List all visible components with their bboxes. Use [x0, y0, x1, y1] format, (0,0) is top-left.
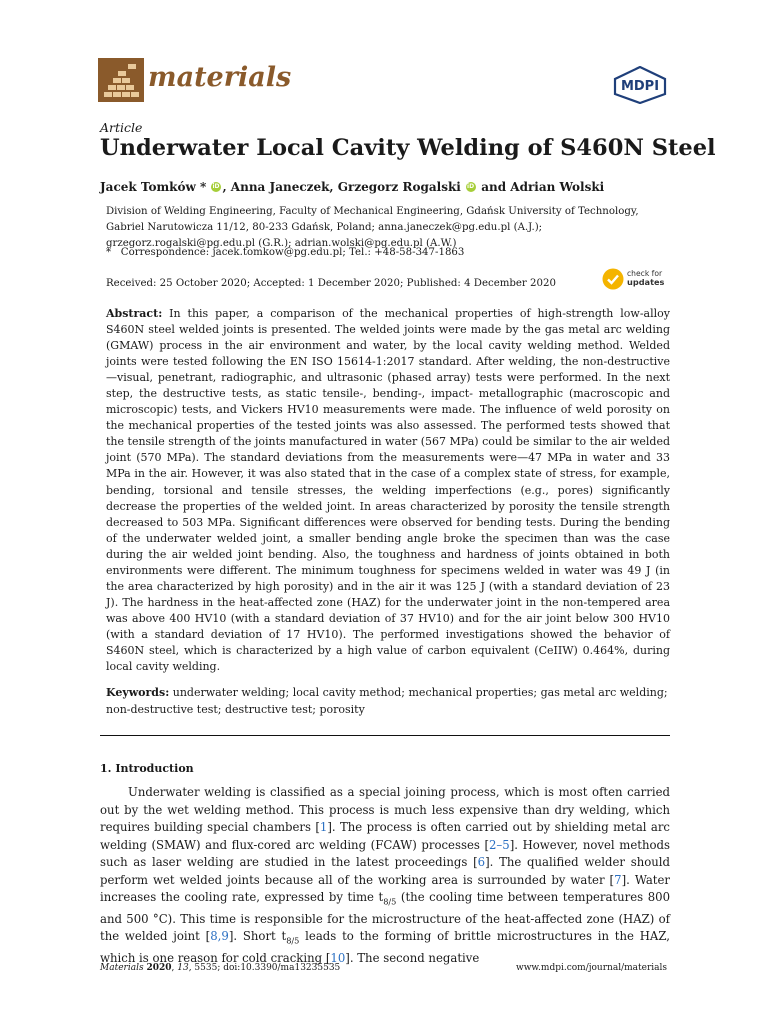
author-list: Jacek Tomków * iD , Anna Janeczek, Grzegorz Rogalski iD and Adrian Wolski — [100, 180, 604, 194]
orcid-icon[interactable] — [466, 182, 476, 192]
citation-link[interactable]: 6 — [477, 855, 486, 869]
publisher-name: MDPI — [620, 79, 660, 94]
keywords-label: Keywords: — [106, 686, 170, 699]
citation-link[interactable]: 2–5 — [489, 837, 510, 852]
citation-link[interactable]: 1 — [319, 820, 328, 834]
footer-url[interactable]: www.mdpi.com/journal/materials — [516, 963, 667, 973]
footer-citation: Materials 2020, 13, 5535; doi:10.3390/ma13235535 — [100, 963, 341, 973]
keywords — [106, 684, 670, 718]
abstract-text: In this paper, a comparison of the mechanical properties of high-strength low-alloy S460N steel welded joints is presented. The welded joints were made by the gas metal arc welding (GMAW) process in the air environment and water, by the local cavity welding method. Welded joints were tested following the EN ISO 15614-1:2017 standard. After welding, the non-destructive—visual, penetrant, radiographic, and ultrasonic (phased array) tests were performed. In the next step, the destructive tests, as static tensile-, bending-, impact- metallographic (macroscopic and microscopic) tests, and Vickers HV10 measurements were made. The influence of weld porosity on the mechanical properties of the tested joints was also assessed. The performed tests showed that the tensile strength of the joints manufactured in water (567 MPa) could be similar to the air welded joint (570 MPa). The standard deviations from the measurements were—47 MPa in water and 33 MPa in the air. However, it was also stated that in the case of a complex state of stress, for example, bending, torsional and tensile stresses, the welding imperfections (e.g., pores) significantly decrease the properties of the welded joint. In areas characterized by porosity the tensile strength decreased to 503 MPa. Significant differences were observed for bending tests. During the bending of the underwater welded joint, a smaller bending angle broke the specimen than was the case during the air welded joint bending. Also, the toughness and hardness of joints obtained in both environments were different. The minimum toughness for specimens welded in water was 49 J (in the area characterized by high porosity) and in the air it was 125 J (with a standard deviation of 23 J). The hardness in the heat-affected zone (HAZ) for the underwater joint in the non-tempered area was above 400 HV10 (with a standard deviation of 37 HV10) and for the air joint below 300 HV10 (with a standard deviation of 17 HV10). The performed investigations showed the behavior of S460N steel, which is characterized by a high value of carbon equivalent (CeIIW) 0.464%, during local cavity welding. — [106, 307, 670, 674]
publication-dates: Received: 25 October 2020; Accepted: 1 December 2020; Published: 4 December 2020 — [106, 278, 556, 289]
affiliation: Division of Welding Engineering, Faculty of Mechanical Engineering, Gdańsk University of Technology, Gabriel Narutowicza 11/12, 80-233 Gdańsk, Poland; anna.janeczek@pg.edu.pl (A.J.); grzegorz.rogalski@pg.edu.pl (G.R.); adrian.wolski@pg.edu.pl (A.W.) — [106, 206, 639, 249]
journal-logo-icon — [98, 58, 144, 102]
author-name[interactable]: Anna Janeczek — [230, 180, 330, 194]
keywords-text: underwater welding; local cavity method; mechanical properties; gas metal arc welding; non-destructive test; destructive test; porosity — [106, 686, 668, 716]
citation-link[interactable]: 8,9 — [210, 929, 229, 944]
intro-body — [100, 784, 670, 968]
section-heading: 1. Introduction — [100, 762, 194, 775]
mdpi-logo-icon — [612, 66, 668, 104]
correspondence: * Correspondence: jacek.tomkow@pg.edu.pl; Tel.: +48-58-347-1863 — [106, 247, 465, 258]
abstract-label: Abstract: — [106, 307, 163, 320]
author-name[interactable]: Grzegorz Rogalski — [337, 180, 461, 194]
citation-link[interactable]: 7 — [614, 872, 622, 887]
paragraph: Underwater welding is classified as a special joining process, which is most often carried out by the wet welding method. This process is much less expensive than dry welding, which requires building special chambers [1]. The process is often carried out by shielding metal arc welding (SMAW) and flux-cored arc welding (FCAW) processes [2–5]. However, novel methods such as laser welding are studied in the latest proceedings [6]. The qualified welder should perform wet welded joints because all of the working area is surrounded by water [7]. Water increases the cooling rate, expressed by time $t_{8/5}$ (the cooling time between temperatures 800 and 500 °C). This time is responsible for the microstructure of the heat-affected zone (HAZ) of the welded joint [8,9]. Short $t_{8/5}$ leads to the forming of brittle microstructures in the HAZ, which is one reason for cold cracking [10]. The second negative — [100, 785, 671, 966]
citation-link[interactable]: 10 — [330, 951, 346, 966]
updates-label: updates — [627, 277, 665, 287]
author-name[interactable]: Adrian Wolski — [510, 180, 605, 194]
orcid-icon[interactable] — [211, 182, 221, 192]
page-title: Underwater Local Cavity Welding of S460N Steel — [100, 135, 716, 161]
article-type: Article — [100, 120, 143, 135]
check-updates-icon — [602, 268, 624, 290]
publisher-logo — [612, 66, 668, 108]
author-name[interactable]: Jacek Tomków — [100, 180, 196, 194]
corresponding-mark: * — [195, 180, 207, 194]
journal-logo — [98, 58, 292, 106]
abstract — [106, 306, 670, 675]
check-for-label: check for — [627, 269, 663, 278]
divider — [100, 735, 670, 736]
check-for-updates-button[interactable] — [602, 266, 672, 294]
journal-name: materials — [148, 62, 292, 93]
